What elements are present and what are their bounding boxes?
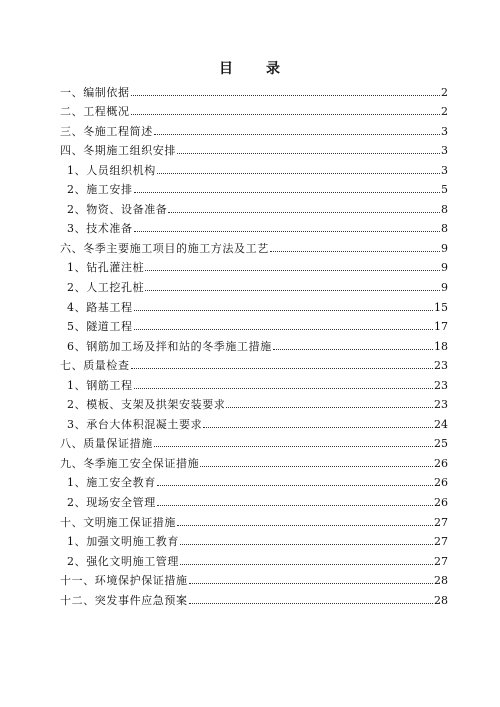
toc-entry-page-number: 23 xyxy=(434,398,448,412)
toc-entry-page-number: 9 xyxy=(441,241,448,255)
toc-entry-page-number: 27 xyxy=(434,515,448,529)
toc-leader-dots xyxy=(180,544,433,545)
toc-entry[interactable] xyxy=(60,354,448,374)
toc-entry[interactable] xyxy=(60,490,448,510)
toc-entry[interactable] xyxy=(60,549,448,569)
toc-entry-page-number: 2 xyxy=(441,105,448,119)
toc-entry[interactable] xyxy=(60,139,448,159)
toc-entry[interactable] xyxy=(60,197,448,217)
toc-entry-page-number: 8 xyxy=(441,222,448,236)
toc-entry-label: 十二、突发事件应急预案 xyxy=(60,593,188,607)
toc-leader-dots xyxy=(145,290,440,291)
page-title-part1: 目 xyxy=(219,61,234,77)
page-title xyxy=(0,58,500,78)
toc-entry-page-number: 3 xyxy=(441,144,448,158)
toc-entry-page-number: 28 xyxy=(434,574,448,588)
toc-entry-page-number: 18 xyxy=(434,339,448,353)
toc-leader-dots xyxy=(200,466,433,467)
toc-leader-dots xyxy=(134,231,440,232)
toc-entry-label: 1、加强文明施工教育 xyxy=(67,535,179,549)
toc-entry-label: 一、编制依据 xyxy=(60,85,130,99)
toc-leader-dots xyxy=(189,603,433,604)
toc-leader-dots xyxy=(168,212,440,213)
toc-leader-dots xyxy=(177,153,440,154)
toc-entry[interactable] xyxy=(60,217,448,237)
toc-leader-dots xyxy=(273,349,433,350)
toc-leader-dots xyxy=(131,114,440,115)
page-title-part2: 录 xyxy=(266,61,281,77)
toc-entry-label: 2、现场安全管理 xyxy=(67,496,156,510)
toc-entry-page-number: 23 xyxy=(434,378,448,392)
toc-entry-label: 十一、环境保护保证措施 xyxy=(60,574,188,588)
toc-entry-label: 四、冬期施工组织安排 xyxy=(60,144,176,158)
toc-entry-label: 3、技术准备 xyxy=(67,222,133,236)
toc-leader-dots xyxy=(157,505,433,506)
toc-entry-label: 3、承台大体积混凝土要求 xyxy=(67,417,203,431)
toc-entry[interactable] xyxy=(60,275,448,295)
toc-entry-label: 七、质量检查 xyxy=(60,359,130,373)
toc-entry-page-number: 2 xyxy=(441,85,448,99)
toc-entry-page-number: 8 xyxy=(441,202,448,216)
toc-entry-page-number: 26 xyxy=(434,456,448,470)
toc-entry[interactable] xyxy=(60,588,448,608)
toc-leader-dots xyxy=(154,446,433,447)
toc-entry[interactable] xyxy=(60,100,448,120)
toc-leader-dots xyxy=(134,192,440,193)
toc-entry[interactable] xyxy=(60,119,448,139)
toc-entry-page-number: 15 xyxy=(434,300,448,314)
toc-entry-label: 1、钢筋工程 xyxy=(67,378,133,392)
toc-entry[interactable] xyxy=(60,315,448,335)
toc-entry-label: 2、施工安排 xyxy=(67,183,133,197)
toc-entry[interactable] xyxy=(60,334,448,354)
toc-entry-page-number: 25 xyxy=(434,437,448,451)
toc-entry-page-number: 5 xyxy=(441,183,448,197)
toc-entry-label: 6、钢筋加工场及拌和站的冬季施工措施 xyxy=(67,339,272,353)
toc-entry-label: 2、模板、支架及拱架安装要求 xyxy=(67,398,226,412)
toc-entry-page-number: 26 xyxy=(434,496,448,510)
toc-leader-dots xyxy=(177,525,433,526)
toc-leader-dots xyxy=(134,388,433,389)
toc-leader-dots xyxy=(145,270,440,271)
toc-entry-page-number: 27 xyxy=(434,554,448,568)
toc-entry-page-number: 26 xyxy=(434,476,448,490)
toc-entry-page-number: 9 xyxy=(441,261,448,275)
toc-entry-label: 六、冬季主要施工项目的施工方法及工艺 xyxy=(60,241,269,255)
toc-leader-dots xyxy=(189,583,433,584)
toc-entry[interactable] xyxy=(60,530,448,550)
toc-entry-label: 5、隧道工程 xyxy=(67,320,133,334)
toc-entry-label: 八、质量保证措施 xyxy=(60,437,153,451)
toc-entry[interactable] xyxy=(60,295,448,315)
toc-entry-page-number: 28 xyxy=(434,593,448,607)
toc-entry-page-number: 27 xyxy=(434,535,448,549)
toc-entry-label: 4、路基工程 xyxy=(67,300,133,314)
toc-entry[interactable] xyxy=(60,158,448,178)
toc-leader-dots xyxy=(154,134,440,135)
toc-entry[interactable] xyxy=(60,432,448,452)
toc-leader-dots xyxy=(203,427,433,428)
toc-entry[interactable] xyxy=(60,393,448,413)
toc-entry-page-number: 24 xyxy=(434,417,448,431)
toc-entry-page-number: 17 xyxy=(434,320,448,334)
toc-leader-dots xyxy=(134,329,433,330)
toc-entry-label: 十、文明施工保证措施 xyxy=(60,515,176,529)
toc-entry[interactable] xyxy=(60,451,448,471)
toc-entry-label: 2、强化文明施工管理 xyxy=(67,554,179,568)
toc-entry[interactable] xyxy=(60,569,448,589)
toc-entry[interactable] xyxy=(60,510,448,530)
toc-entry-label: 2、人工挖孔桩 xyxy=(67,281,145,295)
toc-entry-label: 1、钻孔灌注桩 xyxy=(67,261,145,275)
toc-entry[interactable] xyxy=(60,471,448,491)
table-of-contents xyxy=(60,80,448,608)
toc-entry[interactable] xyxy=(60,373,448,393)
toc-entry-page-number: 3 xyxy=(441,124,448,138)
toc-entry-label: 1、人员组织机构 xyxy=(67,163,156,177)
toc-entry[interactable] xyxy=(60,178,448,198)
toc-entry-label: 1、施工安全教育 xyxy=(67,476,156,490)
toc-leader-dots xyxy=(157,173,440,174)
toc-leader-dots xyxy=(134,310,433,311)
toc-entry-label: 2、物资、设备准备 xyxy=(67,202,168,216)
toc-entry-label: 二、工程概况 xyxy=(60,105,130,119)
toc-entry-page-number: 9 xyxy=(441,281,448,295)
toc-entry-page-number: 23 xyxy=(434,359,448,373)
toc-leader-dots xyxy=(270,251,440,252)
toc-entry-label: 三、冬施工程简述 xyxy=(60,124,153,138)
toc-leader-dots xyxy=(131,95,440,96)
toc-leader-dots xyxy=(226,407,433,408)
toc-entry[interactable] xyxy=(60,80,448,100)
toc-leader-dots xyxy=(157,485,433,486)
toc-entry[interactable] xyxy=(60,256,448,276)
toc-entry[interactable] xyxy=(60,412,448,432)
toc-entry-page-number: 3 xyxy=(441,163,448,177)
toc-entry[interactable] xyxy=(60,236,448,256)
toc-leader-dots xyxy=(131,368,433,369)
toc-leader-dots xyxy=(180,564,433,565)
toc-entry-label: 九、冬季施工安全保证措施 xyxy=(60,456,200,470)
